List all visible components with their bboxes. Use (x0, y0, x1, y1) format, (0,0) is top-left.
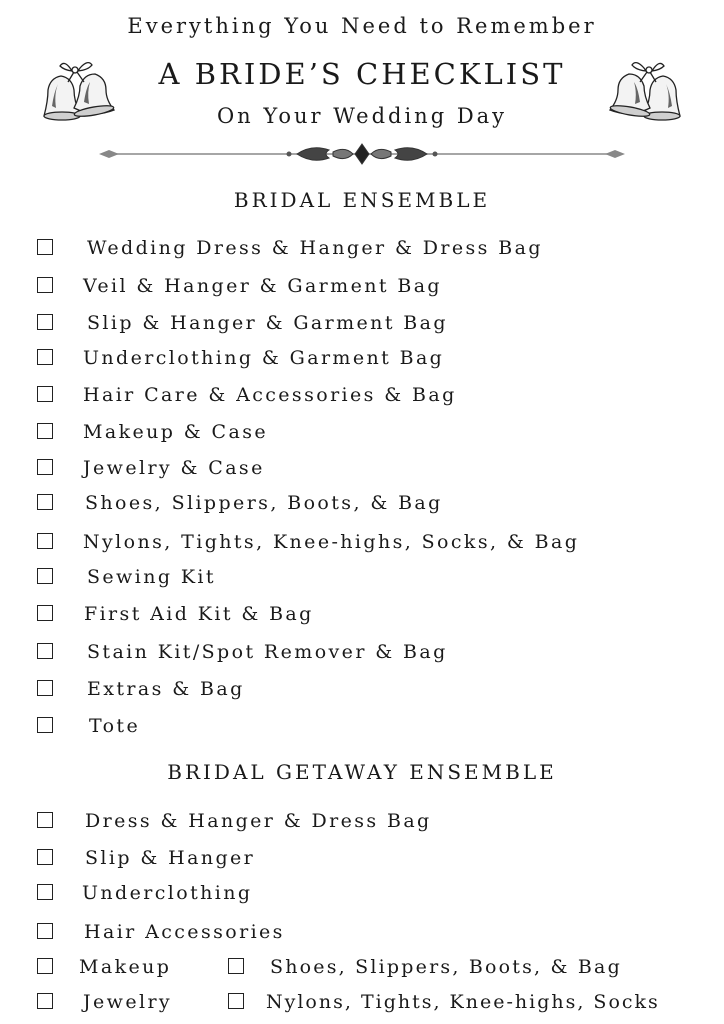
checklist-item-label: Makeup & Case (83, 421, 268, 443)
checklist-item-label: Underclothing (82, 882, 253, 904)
checkbox-icon[interactable] (37, 568, 53, 584)
checklist-item-label: Hair Care & Accessories & Bag (83, 384, 457, 406)
wedding-bells-icon (600, 56, 690, 126)
checkbox-icon[interactable] (37, 459, 53, 475)
checkbox-icon[interactable] (228, 958, 244, 974)
checkbox-icon[interactable] (37, 923, 53, 939)
checklist-item-label: Jewelry (83, 991, 173, 1013)
checklist-item-label: Wedding Dress & Hanger & Dress Bag (87, 237, 543, 259)
checklist-item-label: Slip & Hanger (85, 847, 256, 869)
checklist-item-label: Slip & Hanger & Garment Bag (87, 312, 448, 334)
checkbox-icon[interactable] (37, 812, 53, 828)
checkbox-icon[interactable] (37, 680, 53, 696)
checklist-item-label: First Aid Kit & Bag (84, 603, 314, 625)
checkbox-icon[interactable] (37, 533, 53, 549)
wedding-bells-icon (34, 56, 124, 126)
checklist-item-label: Veil & Hanger & Garment Bag (83, 275, 442, 297)
checkbox-icon[interactable] (37, 958, 53, 974)
checkbox-icon[interactable] (37, 605, 53, 621)
checklist-item-label: Shoes, Slippers, Boots, & Bag (270, 956, 622, 978)
checklist-item-label: Stain Kit/Spot Remover & Bag (87, 641, 448, 663)
section-heading-bridal-getaway-ensemble: BRIDAL GETAWAY ENSEMBLE (167, 760, 557, 784)
checklist-item-label: Underclothing & Garment Bag (83, 347, 445, 369)
ornamental-divider-icon (97, 140, 627, 168)
checkbox-icon[interactable] (37, 349, 53, 365)
page-subtitle: On Your Wedding Day (216, 104, 508, 128)
header-kicker: Everything You Need to Remember (127, 14, 597, 38)
checklist-item-label: Shoes, Slippers, Boots, & Bag (85, 492, 443, 514)
checklist-item-label: Extras & Bag (87, 678, 245, 700)
checkbox-icon[interactable] (37, 643, 53, 659)
checklist-item-label: Dress & Hanger & Dress Bag (85, 810, 432, 832)
checkbox-icon[interactable] (37, 277, 53, 293)
checkbox-icon[interactable] (37, 314, 53, 330)
checklist-item-label: Nylons, Tights, Knee-highs, Socks, & Bag (83, 531, 580, 553)
page-title: A BRIDE’S CHECKLIST (158, 57, 566, 91)
checkbox-icon[interactable] (37, 423, 53, 439)
checklist-item-label: Makeup (79, 956, 172, 978)
checkbox-icon[interactable] (37, 849, 53, 865)
checkbox-icon[interactable] (37, 884, 53, 900)
checkbox-icon[interactable] (37, 239, 53, 255)
checklist-item-label: Hair Accessories (84, 921, 285, 943)
section-heading-bridal-ensemble: BRIDAL ENSEMBLE (233, 188, 491, 212)
checkbox-icon[interactable] (37, 494, 53, 510)
checkbox-icon[interactable] (37, 993, 53, 1009)
checkbox-icon[interactable] (37, 386, 53, 402)
checklist-item-label: Sewing Kit (87, 566, 216, 588)
checkbox-icon[interactable] (228, 993, 244, 1009)
checklist-item-label: Jewelry & Case (83, 457, 265, 479)
checkbox-icon[interactable] (37, 717, 53, 733)
checklist-item-label: Nylons, Tights, Knee-highs, Socks (266, 991, 660, 1013)
checklist-item-label: Tote (89, 715, 141, 737)
